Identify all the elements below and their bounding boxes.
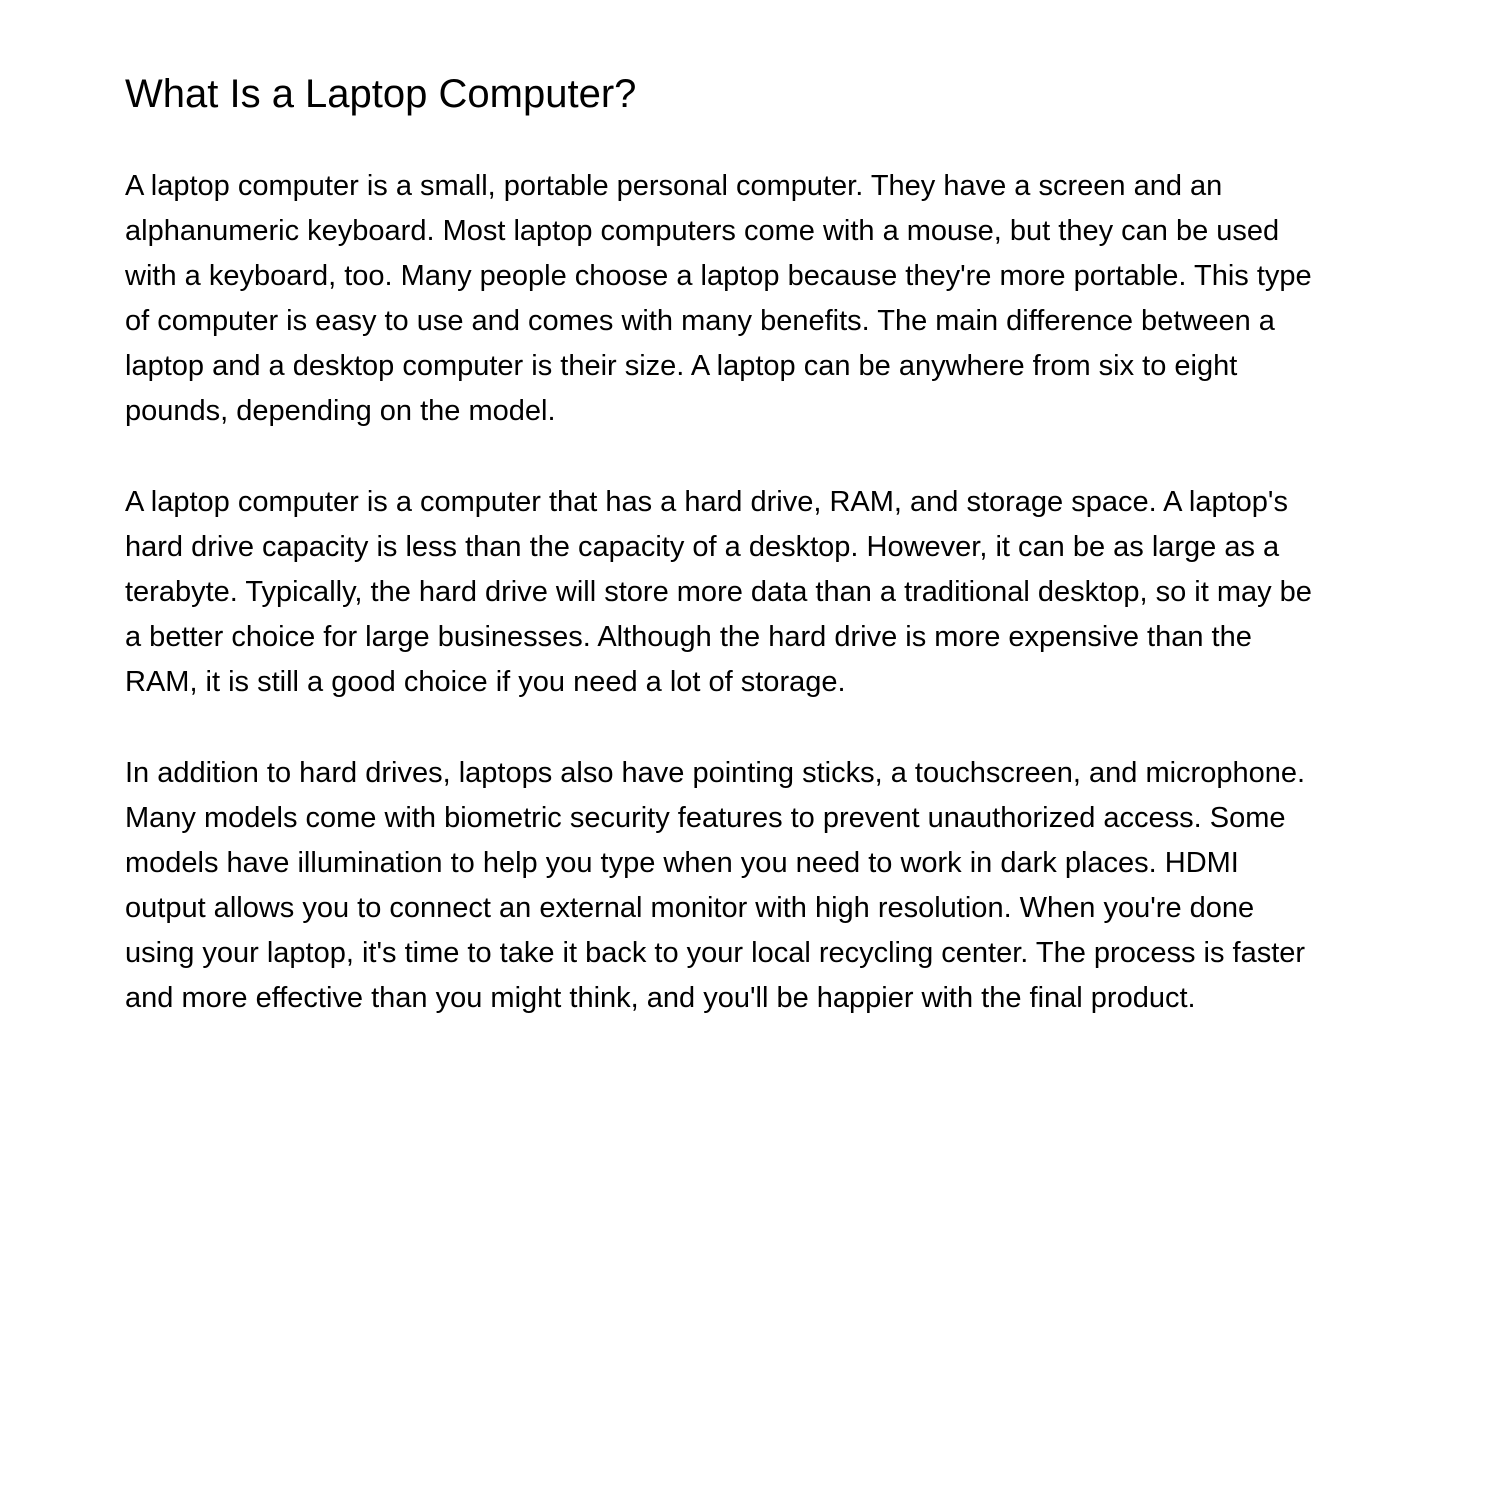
- text-line: In addition to hard drives, laptops also have pointing sticks, a touchscreen, and microphone.: [125, 757, 1306, 789]
- paragraph-1: [125, 164, 1380, 434]
- text-line: of computer is easy to use and comes with many benefits. The main difference between a: [125, 305, 1275, 337]
- text-line: and more effective than you might think, and you'll be happier with the final product.: [125, 982, 1196, 1014]
- text-line: A laptop computer is a small, portable personal computer. They have a screen and an: [125, 170, 1223, 202]
- text-line: output allows you to connect an external monitor with high resolution. When you're done: [125, 892, 1255, 924]
- text-line: a better choice for large businesses. Although the hard drive is more expensive than the: [125, 621, 1252, 653]
- paragraph-2: [125, 480, 1380, 705]
- text-line: using your laptop, it's time to take it back to your local recycling center. The process is faster: [125, 937, 1306, 969]
- text-line: A laptop computer is a computer that has a hard drive, RAM, and storage space. A laptop's: [125, 486, 1288, 518]
- text-line: RAM, it is still a good choice if you need a lot of storage.: [125, 666, 846, 698]
- text-line: with a keyboard, too. Many people choose a laptop because they're more portable. This type: [125, 260, 1312, 292]
- text-line: alphanumeric keyboard. Most laptop computers come with a mouse, but they can be used: [125, 215, 1280, 247]
- paragraph-3: [125, 751, 1380, 1021]
- text-line: Many models come with biometric security features to prevent unauthorized access. Some: [125, 802, 1286, 834]
- text-line: pounds, depending on the model.: [125, 395, 556, 427]
- text-line: terabyte. Typically, the hard drive will store more data than a traditional desktop, so it may be: [125, 576, 1312, 608]
- text-line: models have illumination to help you type when you need to work in dark places. HDMI: [125, 847, 1239, 879]
- text-line: laptop and a desktop computer is their size. A laptop can be anywhere from six to eight: [125, 350, 1238, 382]
- text-line: hard drive capacity is less than the capacity of a desktop. However, it can be as large as a: [125, 531, 1280, 563]
- document-title: What Is a Laptop Computer?: [125, 72, 637, 116]
